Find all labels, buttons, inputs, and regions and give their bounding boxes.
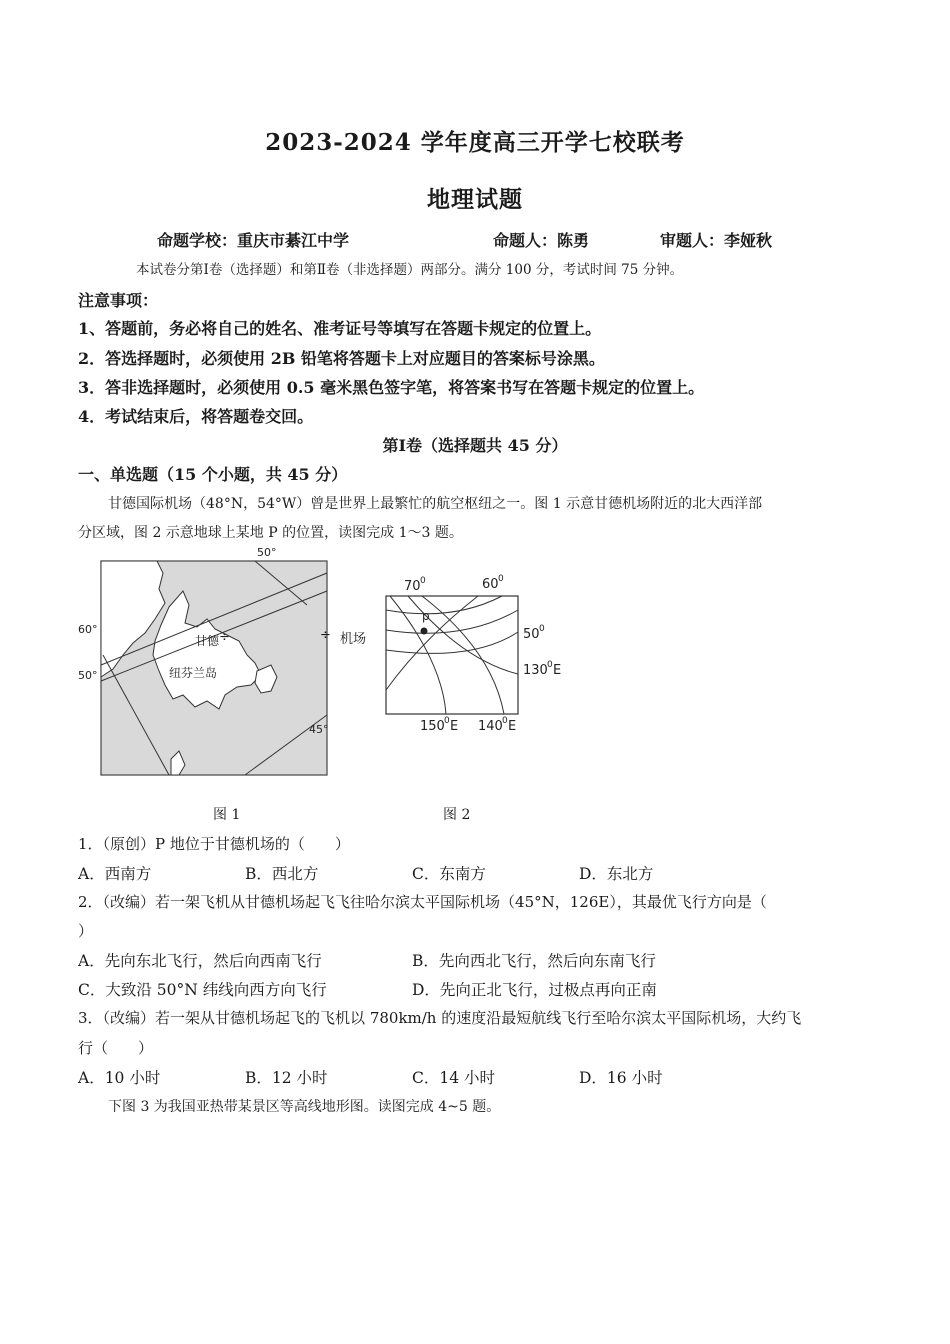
- figure-2-caption: 图 2: [443, 807, 471, 823]
- part-title: 第Ⅰ卷（选择题共 45 分）: [382, 436, 568, 455]
- exam-subtitle: 地理试题: [427, 186, 523, 213]
- q2-option-a: A．先向东北飞行，然后向西南飞行: [78, 952, 322, 970]
- passage-line-1: 甘德国际机场（48°N，54°W）曾是世界上最繁忙的航空枢纽之一。图 1 示意甘德机场附近的北大西洋部: [108, 496, 763, 512]
- q3-option-a: A．10 小时: [78, 1069, 161, 1087]
- question-3-stem-cont: 行（ ）: [78, 1039, 154, 1057]
- place-newfoundland: 纽芬兰岛: [169, 666, 218, 680]
- q3-option-c: C．14 小时: [412, 1069, 496, 1087]
- label-50-top: 50°: [257, 546, 277, 559]
- deg-140: 0: [502, 716, 508, 726]
- q3-option-d: D．16 小时: [579, 1069, 663, 1087]
- q1-option-b: B．西北方: [245, 865, 319, 883]
- note-item-2: 2．答选择题时，必须使用 2B 铅笔将答题卡上对应题目的答案标号涂黑。: [78, 349, 605, 368]
- point-p: [421, 628, 428, 635]
- q2-option-b: B．先向西北飞行，然后向东南飞行: [412, 952, 656, 970]
- school-line: 命题学校：重庆市綦江中学: [157, 231, 350, 250]
- label-60-left: 60°: [78, 623, 98, 636]
- label-lat50: 50: [523, 627, 540, 642]
- legend-airport-label: 机场: [340, 632, 367, 647]
- label-lat70: 70: [404, 579, 421, 594]
- question-2-stem: 2．（改编）若一架飞机从甘德机场起飞飞往哈尔滨太平国际机场（45°N，126E），其最优飞行方向是（: [78, 893, 767, 911]
- figure-3-intro: 下图 3 为我国亚热带某景区等高线地形图。读图完成 4~5 题。: [108, 1099, 501, 1115]
- exam-title: 2023-2024 学年度高三开学七校联考: [265, 129, 685, 156]
- q3-option-b: B．12 小时: [245, 1069, 328, 1087]
- author-line: 命题人：陈勇: [493, 231, 590, 250]
- q1-option-d: D．东北方: [579, 865, 654, 883]
- label-p: p: [422, 609, 430, 623]
- deg-150: 0: [444, 716, 450, 726]
- deg-130: 0: [547, 660, 553, 670]
- deg-60: 0: [498, 574, 504, 584]
- reviewer-line: 审题人：李娅秋: [660, 231, 773, 250]
- note-item-3: 3．答非选择题时，必须使用 0.5 毫米黑色签字笔，将答案书写在答题卡规定的位置上。: [78, 378, 705, 397]
- label-e130: E: [553, 663, 562, 678]
- label-50-left: 50°: [78, 669, 98, 682]
- q2-option-c: C．大致沿 50°N 纬线向西方向飞行: [78, 981, 327, 999]
- fig2-frame: [386, 596, 518, 714]
- q2-option-d: D．先向正北飞行，过极点再向正南: [412, 981, 657, 999]
- deg-50: 0: [539, 624, 545, 634]
- legend-airport-icon: ÷: [320, 628, 331, 643]
- label-lat60: 60: [482, 577, 499, 592]
- section-heading: 一、单选题（15 个小题，共 45 分）: [78, 465, 348, 484]
- deg-70: 0: [420, 576, 426, 586]
- figure-1-caption: 图 1: [213, 807, 241, 823]
- figure-2-map: [382, 570, 582, 738]
- place-gander: 甘德: [195, 634, 220, 648]
- question-2-stem-cont: ）: [78, 922, 94, 940]
- label-e140: E: [508, 719, 517, 734]
- label-45: 45°: [309, 723, 329, 736]
- notes-heading: 注意事项：: [78, 291, 159, 310]
- passage-line-2: 分区域，图 2 示意地球上某地 P 的位置，读图完成 1～3 题。: [78, 525, 463, 541]
- q1-option-c: C．东南方: [412, 865, 486, 883]
- figure-1-map: [75, 545, 330, 780]
- note-item-1: 1、答题前，务必将自己的姓名、准考证号等填写在答题卡规定的位置上。: [78, 319, 602, 338]
- label-e150: E: [450, 719, 459, 734]
- note-item-4: 4．考试结束后，将答题卷交回。: [78, 407, 314, 426]
- airport-icon: ÷: [219, 630, 230, 645]
- exam-intro: 本试卷分第Ⅰ卷（选择题）和第Ⅱ卷（非选择题）两部分。满分 100 分，考试时间 75 分钟。: [136, 262, 684, 278]
- q1-option-a: A．西南方: [78, 865, 152, 883]
- label-lon140: 140: [478, 719, 503, 734]
- label-lon130: 130: [523, 663, 548, 678]
- label-lon150: 150: [420, 719, 445, 734]
- question-3-stem: 3．（改编）若一架从甘德机场起飞的飞机以 780km/h 的速度沿最短航线飞行至哈尔滨太平国际机场，大约飞: [78, 1009, 802, 1027]
- question-1-stem: 1．（原创）P 地位于甘德机场的（ ）: [78, 835, 350, 853]
